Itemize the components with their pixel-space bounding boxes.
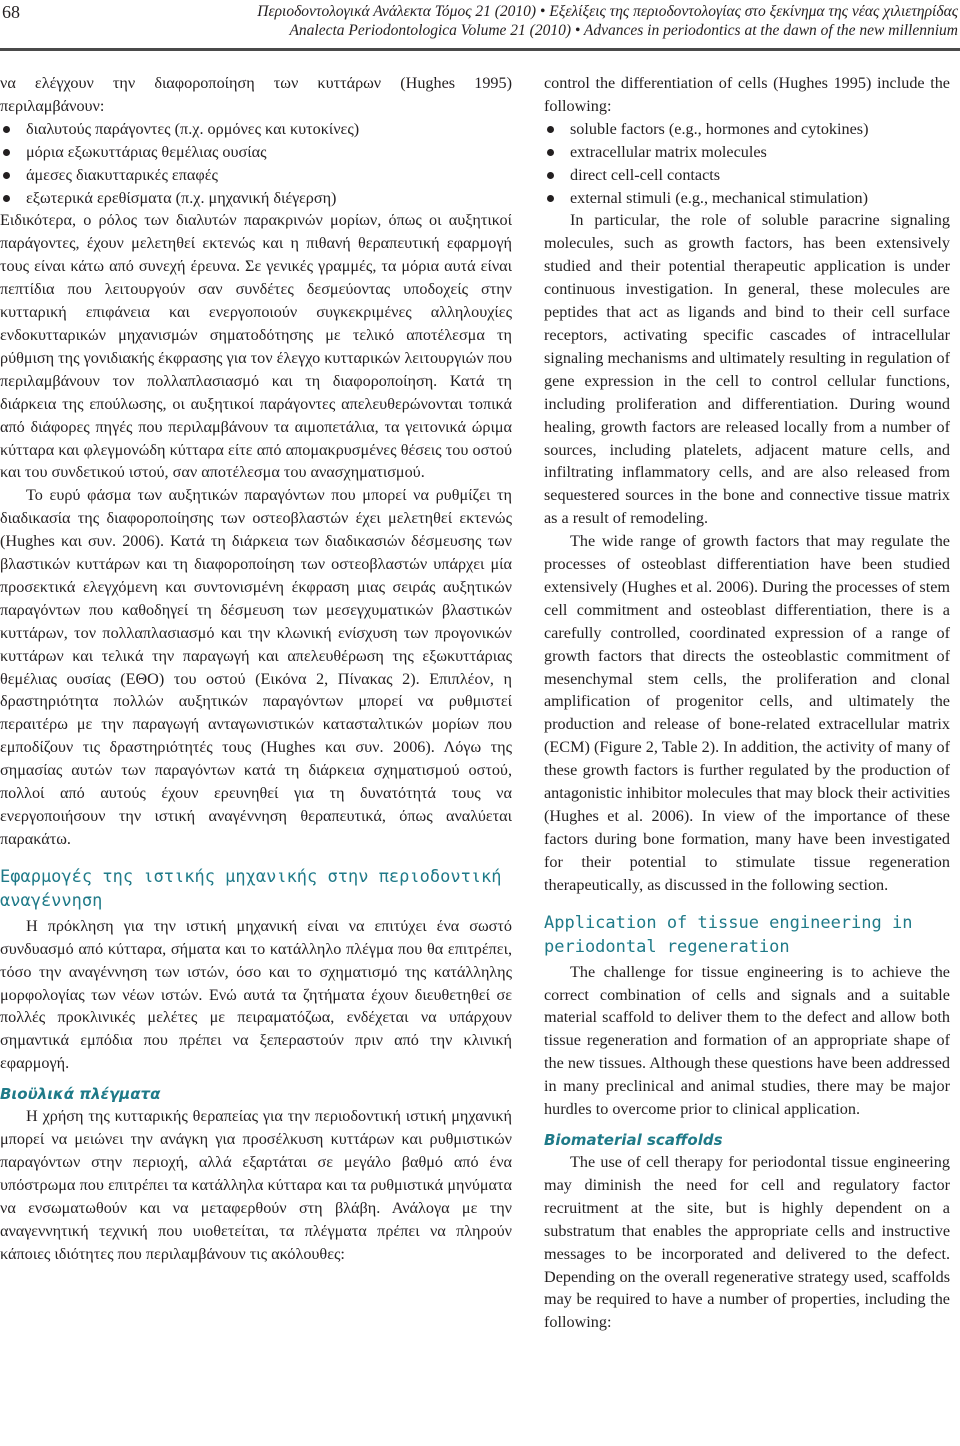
header-rule xyxy=(0,48,960,51)
greek-bullet-list xyxy=(0,118,512,210)
greek-subsection-heading: Βιοϋλικά πλέγματα xyxy=(0,1085,161,1104)
english-paragraph-1: In particular, the role of soluble paracrine signaling molecules, such as growth factors, has been extensively studied and their potential therapeutic application is under continuous investigation. In general, these molecules are peptides that act as ligands and bind to their cell surface receptors, activating specific cascades of intracellular signaling mechanisms and ultimately resulting in regulation of gene expression in the cell to control cellular functions, including proliferation and differentiation. During wound healing, growth factors are released locally from a number of sources, including platelets, adjacent mature cells, and infiltrating inflammatory cells, and are also released from sequestered sources in the bone and connective tissue matrix as a result of remodeling. xyxy=(544,211,950,528)
english-section-heading: Application of tissue engineering in periodontal regeneration xyxy=(544,912,913,957)
english-bullet-item: external stimuli (e.g., mechanical stimulation) xyxy=(544,187,950,210)
greek-bullet-item: εξωτερικά ερεθίσματα (π.χ. μηχανική διέγερση) xyxy=(0,187,512,210)
running-header xyxy=(257,2,958,40)
greek-column xyxy=(0,72,512,1266)
english-subsection-heading: Biomaterial scaffolds xyxy=(544,1130,723,1149)
greek-paragraph-1: Ειδικότερα, ο ρόλος των διαλυτών παρακρινών μορίων, όπως οι αυξητικοί παράγοντες, έχουν μελετηθεί εκτενώς και η πιθανή θεραπευτική εφαρμογή τους είναι κάτω από συνεχή έρευνα. Σε γενικές γραμμές, τα μόρια αυτά είναι πεπτίδια που λειτουργούν σαν συνδέτες δεσμεύοντας υποδοχείς στην κυτταρική επιφάνεια και ενεργοποιούν συγκεκριμένες αλληλουχίες ενδοκυτταρικών μηχανισμών σηματοδότησης με τελικό αποτέλεσμα τη ρύθμιση της γονιδιακής έκφρασης για τον έλεγχο κυτταρικών λειτουργιών που περιλαμβάνουν τον πολλαπλασιασμό και τη διαφοροποίηση. Κατά τη διάρκεια της επούλωσης, οι αυξητικοί παράγοντες απελευθερώνονται τοπικά από διάφορες πηγές που περιλαμβάνουν τα αιμοπετάλια, τα γειτονικά ώριμα κύτταρα και φλεγμονώδη κύτταρα είτε από απομακρυσμένες θέσεις του οστού και του συνδετικού ιστού, σαν αποτέλεσμα του ανασχηματισμού. xyxy=(0,211,512,482)
english-bullet-item: extracellular matrix molecules xyxy=(544,141,950,164)
english-bullet-item: soluble factors (e.g., hormones and cytokines) xyxy=(544,118,950,141)
greek-bullet-item: άμεσες διακυτταρικές επαφές xyxy=(0,164,512,187)
page-header xyxy=(0,0,960,44)
greek-bullet-item: διαλυτούς παράγοντες (π.χ. ορμόνες και κυτοκίνες) xyxy=(0,118,512,141)
english-bullet-list xyxy=(544,118,950,210)
english-bullet-item: direct cell-cell contacts xyxy=(544,164,950,187)
greek-paragraph-4: Η χρήση της κυτταρικής θεραπείας για την περιοδοντική ιστική μηχανική μπορεί να μειώνει την ανάγκη για προσέλκυση κυττάρων και ρυθμιστικών παραγόντων στην περιοχή, αλλά εξαρτάται σε μεγάλο βαθμό από ένα υπόστρωμα που επιτρέπει τα κατάλληλα κύτταρα και τα ρυθμιστικά μηνύματα να ενσωματωθούν και να μεταφερθούν στη βλάβη. Ανάλογα με την αναγεννητική τεχνική που υιοθετείται, τα πλέγματα πρέπει να πληρούν κάποιες ιδιότητες που περιλαμβάνουν τις ακόλουθες: xyxy=(0,1107,512,1263)
greek-section-heading: Εφαρμογές της ιστικής μηχανικής στην περιοδοντική αναγέννηση xyxy=(0,866,502,911)
greek-paragraph-2: Το ευρύ φάσμα των αυξητικών παραγόντων που μπορεί να ρυθμίζει τη διαδικασία της διαφοροποίησης των οστεοβλαστών έχει μελετηθεί εκτενώς (Hughes και συν. 2006). Κατά τη διάρκεια των διαδικασιών δέσμευσης των βλαστικών κυττάρων και τη διαφοροποίηση των οστεοβλαστών υπάρχει μία προσεκτικά ελεγχόμενη και συντονισμένη έκφραση μιας σειράς αυξητικών παραγόντων που καθοδηγεί τη δέσμευση των μεσεγχυματικών βλαστικών κυττάρων, τον πολλαπλασιασμό και την κλωνική ενίσχυση των προγονικών κυττάρων και τελικά την παραγωγή και απελευθέρωση της εξωκυττάριας θεμέλιας ουσίας (ΕΘΟ) του οστού (Εικόνα 2, Πίνακας 2). Επιπλέον, η δραστηριότητα πολλών αυξητικών παραγόντων μπορεί να ρυθμιστεί περαιτέρω με την παραγωγή ανταγωνιστικών κατασταλτικών μορίων που εμποδίζουν τις δραστηριότητές τους (Hughes και συν. 2006). Λόγω της σημασίας αυτών των παραγόντων κατά τη διάρκεια σχηματισμού οστού, πολλοί από αυτούς έχουν ερευνηθεί για τη δυνατότητά τους να ενεργοποιήσουν την ιστική αναγέννηση θεραπευτικά, όπως αναλύεται παρακάτω. xyxy=(0,486,512,848)
english-paragraph-2: The wide range of growth factors that may regulate the processes of osteoblast differentiation have been studied extensively (Hughes et al. 2006). During the processes of stem cell commitment and osteoblast differentiation, there is a carefully controlled, coordinated expression of a range of growth factors that directs the osteoblastic commitment of mesenchymal stem cells, the proliferation and clonal amplification of progenitor cells, and ultimately the production and release of bone-related extracellular matrix (ECM) (Figure 2, Table 2). In addition, the activity of many of these growth factors is further regulated by the production of antagonistic inhibitor molecules that may block their activities (Hughes et al. 2006). In view of the importance of these factors during bone formation, many have been investigated for their potential to stimulate tissue regeneration therapeutically, as discussed in the following section. xyxy=(544,532,950,894)
greek-paragraph-3: Η πρόκληση για την ιστική μηχανική είναι να επιτύχει ένα σωστό συνδυασμό από κύτταρα, σήματα και το κατάλληλο πλέγμα που θα επιτρέπει, τόσο την αναγέννηση των ιστών, όσο και το σχηματισμό της κατάλληλης μορφολογίας των νέων ιστών. Ενώ αυτά τα ζητήματα έχουν διευθετηθεί σε πολλές προκλινικές μελέτες με πειραματόζωα, ενδέχεται να υπάρχουν σημαντικά εμπόδια που πρέπει να ξεπεραστούν πριν από την κλινική εφαρμογή. xyxy=(0,916,512,1073)
english-paragraph-4: The use of cell therapy for periodontal tissue engineering may diminish the need for cell and regulatory factor recruitment at the site, but is highly dependent on a substratum that enables the appropriate cells and instructive messages to be incorporated and delivered to the defect. Depending on the overall regenerative strategy used, scaffolds may be required to have a number of properties, including the following: xyxy=(544,1152,950,1332)
english-paragraph-3: The challenge for tissue engineering is to achieve the correct combination of cells and signals and a suitable material scaffold to deliver them to the defect and allow both tissue regeneration and formation of an appropriate shape of the new tissues. Although these questions have been addressed in many preclinical and animal studies, there may be major hurdles to overcome prior to clinical application. xyxy=(544,962,950,1119)
english-column xyxy=(544,72,950,1334)
greek-bullet-item: μόρια εξωκυττάριας θεμέλιας ουσίας xyxy=(0,141,512,164)
greek-intro: να ελέγχουν την διαφοροποίηση των κυττάρων (Hughes 1995) περιλαμβάνουν: xyxy=(0,74,512,115)
running-header-greek: Περιοδοντολογικά Ανάλεκτα Τόμος 21 (2010) • Εξελίξεις της περιοδοντολογίας στο ξεκίνημα της νέας χιλιετηρίδας xyxy=(257,3,958,20)
english-intro: control the differentiation of cells (Hughes 1995) include the following: xyxy=(544,74,950,115)
page-number: 68 xyxy=(2,2,20,22)
running-header-english: Analecta Periodontologica Volume 21 (2010) • Advances in periodontics at the dawn of the new millennium xyxy=(289,22,958,39)
